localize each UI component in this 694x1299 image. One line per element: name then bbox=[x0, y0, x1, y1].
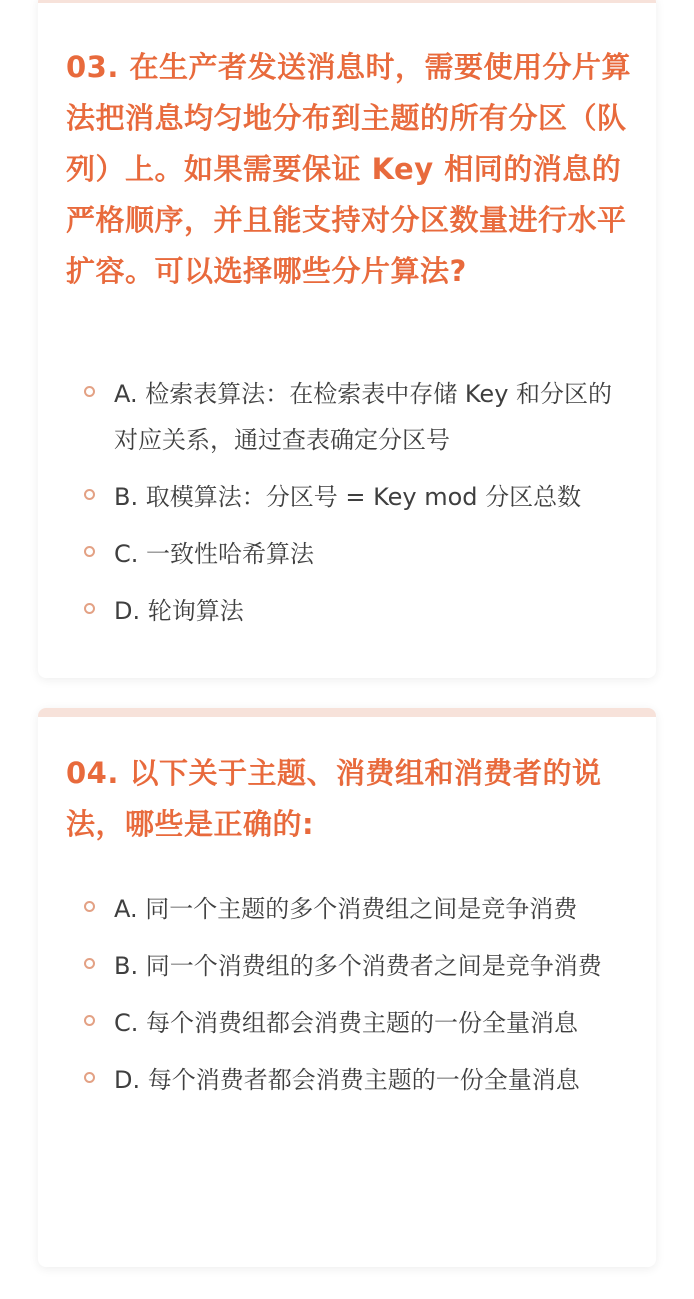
radio-circle-icon[interactable] bbox=[84, 1072, 95, 1083]
option-label: A. 检索表算法：在检索表中存储 Key 和分区的对应关系，通过查表确定分区号 bbox=[114, 380, 613, 454]
option-c[interactable] bbox=[84, 1000, 624, 1046]
option-label: B. 同一个消费组的多个消费者之间是竞争消费 bbox=[114, 952, 602, 980]
card-header-stripe bbox=[38, 0, 656, 3]
option-label: C. 每个消费组都会消费主题的一份全量消息 bbox=[114, 1009, 579, 1037]
option-list bbox=[84, 371, 624, 645]
question-card-04 bbox=[38, 708, 656, 1267]
option-label: B. 取模算法：分区号 = Key mod 分区总数 bbox=[114, 483, 582, 511]
option-label: A. 同一个主题的多个消费组之间是竞争消费 bbox=[114, 895, 578, 923]
radio-circle-icon[interactable] bbox=[84, 1015, 95, 1026]
option-a[interactable] bbox=[84, 886, 624, 932]
option-label: D. 轮询算法 bbox=[114, 597, 244, 625]
option-d[interactable] bbox=[84, 588, 624, 634]
option-a[interactable] bbox=[84, 371, 624, 463]
question-text: 04. 以下关于主题、消费组和消费者的说法，哪些是正确的: bbox=[66, 756, 602, 841]
radio-circle-icon[interactable] bbox=[84, 603, 95, 614]
radio-circle-icon[interactable] bbox=[84, 489, 95, 500]
option-label: D. 每个消费者都会消费主题的一份全量消息 bbox=[114, 1066, 580, 1094]
option-list bbox=[84, 886, 624, 1114]
card-header-stripe bbox=[38, 708, 656, 717]
option-b[interactable] bbox=[84, 474, 624, 520]
question-text: 03. 在生产者发送消息时，需要使用分片算法把消息均匀地分布到主题的所有分区（队列）上。如果需要保证 Key 相同的消息的严格顺序，并且能支持对分区数量进行水平扩容。可以选择哪些分片算法? bbox=[66, 50, 631, 288]
radio-circle-icon[interactable] bbox=[84, 386, 95, 397]
radio-circle-icon[interactable] bbox=[84, 901, 95, 912]
option-label: C. 一致性哈希算法 bbox=[114, 540, 315, 568]
option-c[interactable] bbox=[84, 531, 624, 577]
radio-circle-icon[interactable] bbox=[84, 958, 95, 969]
question-card-03 bbox=[38, 0, 656, 678]
radio-circle-icon[interactable] bbox=[84, 546, 95, 557]
option-d[interactable] bbox=[84, 1057, 624, 1103]
option-b[interactable] bbox=[84, 943, 624, 989]
